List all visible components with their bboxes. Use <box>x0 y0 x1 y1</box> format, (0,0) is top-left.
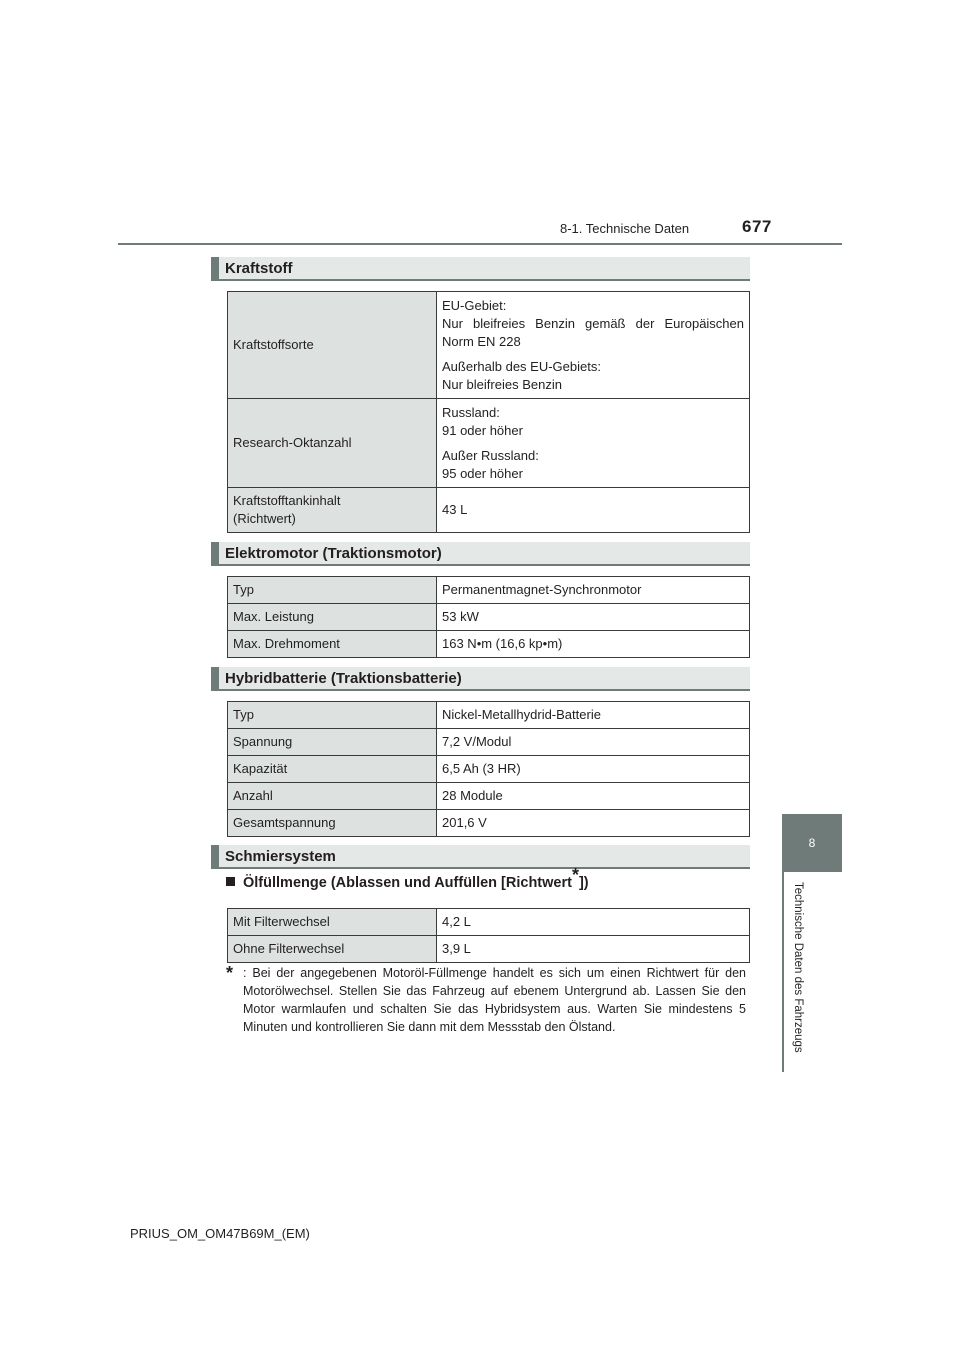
chapter-number: 8 <box>808 836 816 850</box>
row-value: 28 Module <box>437 783 750 810</box>
table-row <box>228 702 750 729</box>
page-number: 677 <box>742 217 772 236</box>
row-label: Gesamtspannung <box>228 810 437 837</box>
kraftstoff-table <box>227 291 750 533</box>
row-label: Kapazität <box>228 756 437 783</box>
row-label: Kraftstoffsorte <box>228 292 437 399</box>
elektromotor-table <box>227 576 750 658</box>
table-row <box>228 604 750 631</box>
row-value: 201,6 V <box>437 810 750 837</box>
row-value: 43 L <box>437 488 750 533</box>
heading-bar <box>211 845 219 867</box>
heading-bar <box>211 257 219 279</box>
chapter-tab <box>782 814 842 872</box>
row-value <box>437 292 750 399</box>
row-value: 6,5 Ah (3 HR) <box>437 756 750 783</box>
table-row <box>228 399 750 488</box>
section-heading-schmiersystem <box>211 845 750 869</box>
section-heading-hybridbatterie <box>211 667 750 691</box>
row-label: Anzahl <box>228 783 437 810</box>
value-paragraph: Russland: 91 oder höher <box>442 404 523 438</box>
row-value: 3,9 L <box>437 936 750 963</box>
row-label: Spannung <box>228 729 437 756</box>
heading-bar <box>211 667 219 689</box>
row-label: Kraftstofftankinhalt (Richtwert) <box>228 488 437 533</box>
row-value: Permanentmagnet-Synchronmotor <box>437 577 750 604</box>
value-paragraph: EU-Gebiet: Nur bleifreies Benzin gemäß der Europäischen Norm EN 228 <box>442 297 744 349</box>
value-paragraph: Außerhalb des EU-Gebiets: Nur bleifreies Benzin <box>442 358 601 392</box>
value-paragraph: Außer Russland: 95 oder höher <box>442 447 539 481</box>
row-label: Max. Drehmoment <box>228 631 437 658</box>
row-label: Ohne Filterwechsel <box>228 936 437 963</box>
document-code: PRIUS_OM_OM47B69M_(EM) <box>130 1226 310 1241</box>
footnote-marker: * <box>226 963 234 983</box>
table-row <box>228 488 750 533</box>
section-heading-elektromotor <box>211 542 750 566</box>
table-row <box>228 909 750 936</box>
table-row <box>228 756 750 783</box>
subheading-text: Ölfüllmenge (Ablassen und Auffüllen [Richtwert <box>243 875 572 891</box>
square-bullet-icon <box>226 877 235 886</box>
footnote <box>226 964 746 1036</box>
chapter-title: Technische Daten des Fahrzeugs <box>792 882 804 1053</box>
page-header <box>0 0 960 250</box>
heading-bar <box>211 542 219 564</box>
footnote-text: : Bei der angegebenen Motoröl-Füllmenge handelt es sich um einen Richtwert für den Motorölwechsel. Stellen Sie das Fahrzeug auf ebenem Untergrund ab. Lassen Sie den Motor warmlaufen und schalten Sie das Hybridsystem aus. Warten Sie mindestens 5 Minuten und kontrollieren Sie dann mit dem Messstab den Ölstand. <box>243 966 746 1034</box>
row-value: 4,2 L <box>437 909 750 936</box>
row-label: Max. Leistung <box>228 604 437 631</box>
hybridbatterie-table <box>227 701 750 837</box>
row-value <box>437 399 750 488</box>
row-value: 53 kW <box>437 604 750 631</box>
row-value: 163 N•m (16,6 kp•m) <box>437 631 750 658</box>
heading-text: Schmiersystem <box>225 848 336 865</box>
table-row <box>228 577 750 604</box>
chapter-tab-line <box>782 872 784 1072</box>
section-heading-kraftstoff <box>211 257 750 281</box>
row-value: Nickel-Metallhydrid-Batterie <box>437 702 750 729</box>
heading-text: Elektromotor (Traktionsmotor) <box>225 545 442 562</box>
table-row <box>228 936 750 963</box>
table-row <box>228 783 750 810</box>
table-row <box>228 729 750 756</box>
row-value: 7,2 V/Modul <box>437 729 750 756</box>
row-label: Research-Oktanzahl <box>228 399 437 488</box>
heading-text: Hybridbatterie (Traktionsbatterie) <box>225 670 462 687</box>
oel-table <box>227 908 750 963</box>
row-label: Mit Filterwechsel <box>228 909 437 936</box>
asterisk-marker: * <box>571 865 579 886</box>
table-row <box>228 631 750 658</box>
table-row <box>228 810 750 837</box>
subheading-oelfuellmenge <box>226 865 589 891</box>
section-title: 8-1. Technische Daten <box>560 221 690 236</box>
row-label: Typ <box>228 577 437 604</box>
subheading-text-end: ]) <box>578 875 589 891</box>
header-rule <box>118 243 842 245</box>
heading-text: Kraftstoff <box>225 260 293 277</box>
table-row <box>228 292 750 399</box>
row-label: Typ <box>228 702 437 729</box>
